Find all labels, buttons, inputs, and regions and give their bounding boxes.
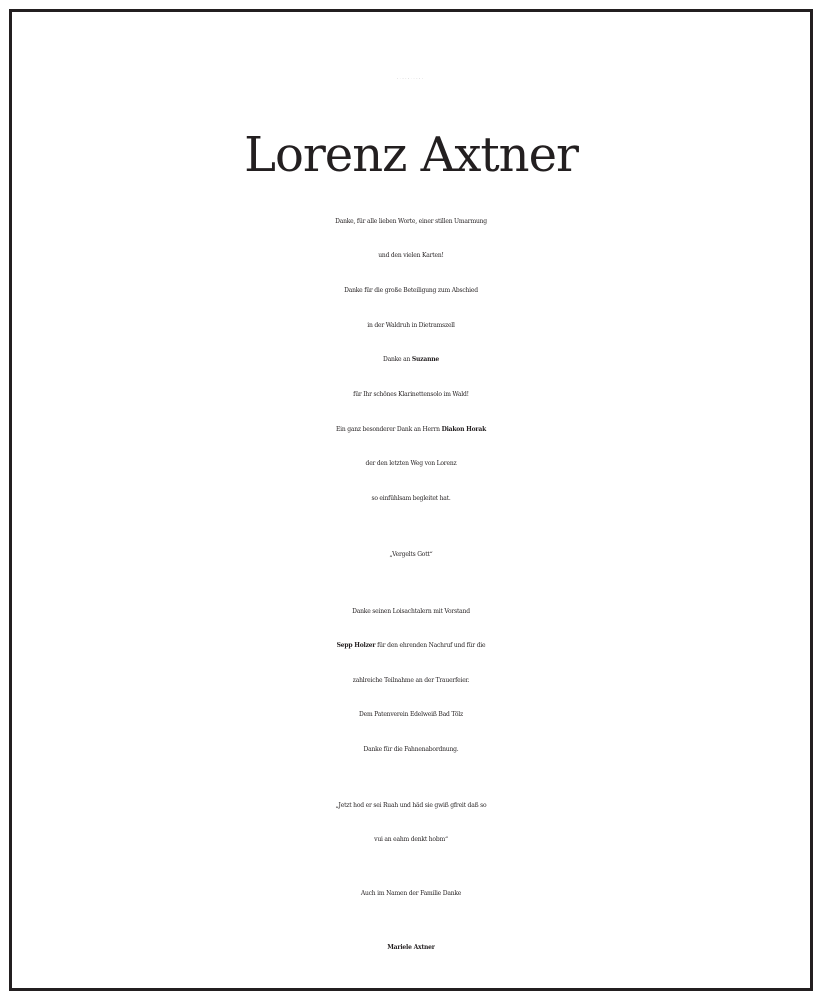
deceased-name: Lorenz Axtner xyxy=(244,127,578,183)
thanks-line-7-text: Ein ganz besonderer Dank an Herrn xyxy=(335,426,442,433)
thanks-line-2: und den vielen Karten! xyxy=(378,252,444,259)
club-line-1: Danke seinen Loisachtalern mit Vorstand xyxy=(352,608,470,615)
notice-border xyxy=(9,9,813,991)
quote-vergelts-gott: „Vergelts Gott“ xyxy=(389,551,433,558)
dialect-quote-line-1: „Jetzt hod er sei Ruah und häd sie gwiß gfreit daß so xyxy=(335,802,487,809)
club-line-2 xyxy=(12,629,810,663)
thanks-line-5-text: Danke an xyxy=(382,356,412,363)
thanks-line-3: Danke für die große Beteiligung zum Abschied xyxy=(344,287,478,294)
club-line-3: zahlreiche Teilnahme an der Trauerfeier. xyxy=(352,677,470,684)
dialect-quote-line-2: vui an eahm denkt hobm“ xyxy=(374,836,448,843)
notice-heading: DANKSAGUNG xyxy=(397,79,425,80)
signature-name: Mariele Axtner xyxy=(387,944,435,951)
thanks-line-7 xyxy=(12,413,810,447)
person-name-diakon: Diakon Horak xyxy=(441,426,487,433)
club-line-4: Dem Patenverein Edelweiß Bad Tölz xyxy=(359,711,463,718)
thanks-line-1: Danke, für alle lieben Worte, einer stillen Umarmung xyxy=(335,218,487,225)
thanks-line-9: so einfühlsam begleitet hat. xyxy=(371,495,451,502)
thanks-line-5 xyxy=(12,343,810,377)
thanks-line-8: der den letzten Weg von Lorenz xyxy=(365,460,457,467)
person-name-holzer: Sepp Holzer xyxy=(336,642,376,649)
thanks-line-6: für Ihr schönes Klarinettensolo im Wald! xyxy=(353,391,469,398)
obituary-notice xyxy=(12,12,810,988)
family-line: Auch im Namen der Familie Danke xyxy=(360,890,462,897)
thanks-line-4: in der Waldruh in Dietramszell xyxy=(367,322,455,329)
club-line-5: Danke für die Fahnenabordnung. xyxy=(363,746,459,753)
person-name-suzanne: Suzanne xyxy=(411,356,440,363)
club-line-2-text: für den ehrenden Nachruf und für die xyxy=(375,642,486,649)
